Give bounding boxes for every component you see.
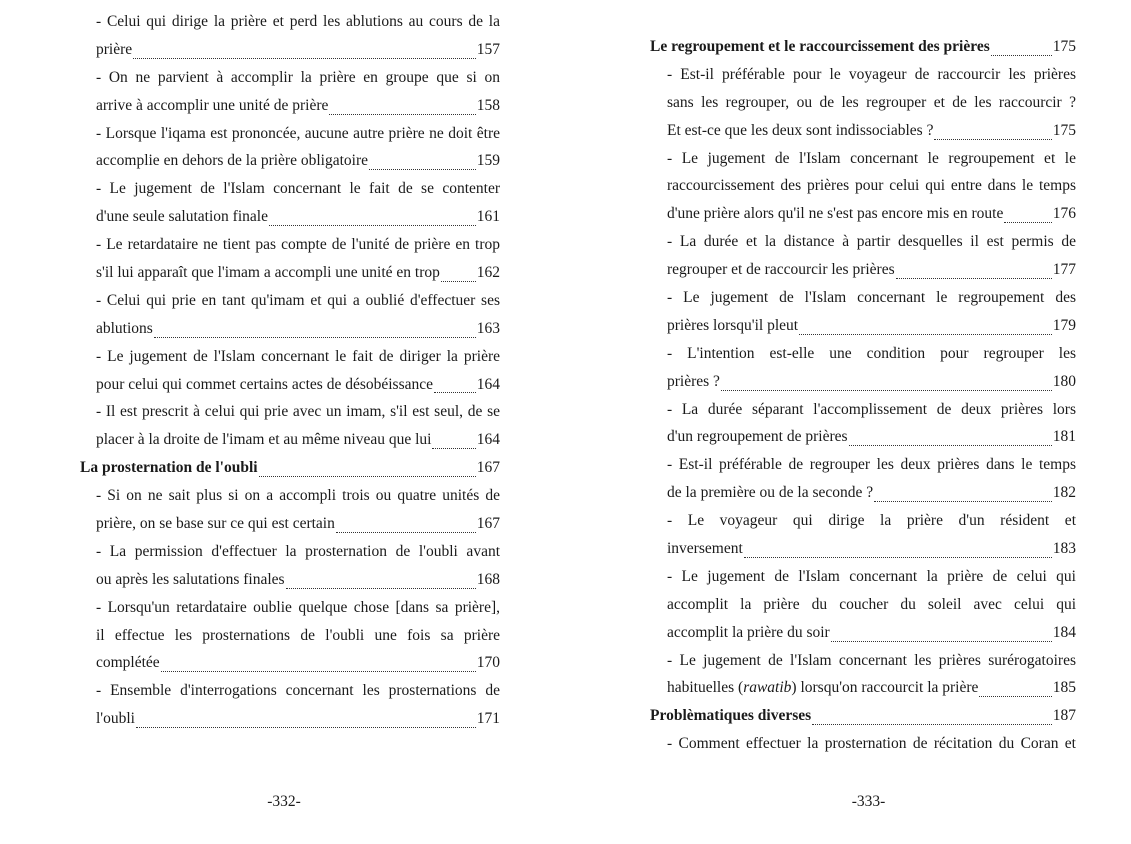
toc-page-ref: 167	[476, 459, 500, 477]
dot-leader	[136, 727, 476, 728]
toc-entry	[96, 482, 500, 538]
toc-line	[96, 343, 500, 371]
toc-line-text: raccourcissement des prières pour celui qui entre dans le temps	[667, 177, 1076, 195]
toc-line	[667, 256, 1076, 284]
toc-line	[96, 677, 500, 705]
toc-line-text: ou après les salutations finales	[96, 570, 285, 588]
toc-line-text: - On ne parvient à accomplir la prière en groupe que si on	[96, 68, 500, 86]
page-number: -333-	[851, 793, 886, 810]
dot-leader	[434, 392, 476, 393]
dot-leader	[991, 55, 1052, 56]
toc-page-ref: 176	[1052, 205, 1076, 223]
toc-page-ref: 182	[1052, 484, 1076, 502]
toc-page-ref: 187	[1052, 707, 1076, 725]
toc-page-ref: 167	[476, 515, 500, 533]
toc-line-text: - Le jugement de l'Islam concernant le fait de se contenter	[96, 180, 500, 198]
toc-line	[96, 705, 500, 733]
toc-line-text: - Lorsque l'iqama est prononcée, aucune autre prière ne doit être	[96, 124, 500, 142]
toc-line-text: - Celui qui dirige la prière et perd les ablutions au cours de la	[96, 13, 500, 30]
toc-list	[80, 8, 500, 733]
toc-page-ref: 158	[476, 96, 500, 114]
toc-page-ref: 162	[476, 264, 500, 282]
toc-page-ref: 164	[476, 431, 500, 449]
toc-entry	[96, 231, 500, 287]
toc-page-ref: 181	[1052, 428, 1076, 446]
toc-entry	[667, 647, 1076, 703]
page-number: -332-	[267, 793, 301, 810]
dot-leader	[269, 225, 476, 226]
toc-line	[667, 368, 1076, 396]
toc-line-text: prière, on se base sur ce qui est certain	[96, 515, 335, 533]
toc-line	[96, 426, 500, 454]
toc-line-text: ablutions	[96, 319, 153, 337]
toc-line-text: - Le jugement de l'Islam concernant le fait de diriger la prière	[96, 347, 500, 365]
toc-line-text: d'un regroupement de prières	[667, 428, 848, 446]
toc-line	[667, 340, 1076, 368]
toc-line-text: accomplit la prière du soir	[667, 623, 830, 641]
toc-entry	[667, 61, 1076, 145]
toc-line	[96, 566, 500, 594]
toc-line-text: arrive à accomplir une unité de prière	[96, 96, 329, 114]
toc-entry	[667, 563, 1076, 647]
toc-page-ref: 185	[1052, 679, 1076, 697]
toc-line	[667, 563, 1076, 591]
toc-line	[96, 64, 500, 92]
toc-line	[667, 674, 1076, 702]
toc-page-ref: 161	[476, 208, 500, 226]
dot-leader	[441, 281, 476, 282]
toc-line-text: prière	[96, 40, 133, 58]
toc-line-text: complétée	[96, 654, 160, 672]
toc-line-text: Le regroupement et le raccourcissement des prières	[650, 38, 990, 55]
dot-leader	[369, 169, 476, 170]
dot-leader	[336, 532, 476, 533]
toc-line	[667, 145, 1076, 173]
toc-line	[96, 482, 500, 510]
toc-line-text: - La durée séparant l'accomplissement de deux prières lors	[667, 400, 1076, 418]
dot-leader	[849, 445, 1052, 446]
dot-leader	[154, 337, 476, 338]
toc-entry	[667, 228, 1076, 284]
toc-entry	[96, 287, 500, 343]
toc-line-text: - Le jugement de l'Islam concernant les prières surérogatoires	[667, 651, 1076, 669]
toc-line-text: d'une prière alors qu'il ne s'est pas encore mis en route	[667, 205, 1004, 223]
toc-line	[667, 61, 1076, 89]
toc-line-text: Et est-ce que les deux sont indissociables ?	[667, 121, 934, 139]
toc-line-text: prières lorsqu'il pleut	[667, 316, 799, 334]
toc-line-text: - Lorsqu'un retardataire oublie quelque chose [dans sa prière],	[96, 598, 500, 616]
left-page	[80, 0, 500, 844]
dot-leader	[799, 334, 1052, 335]
toc-line-text: l'oubli	[96, 710, 135, 728]
toc-line	[96, 398, 500, 426]
toc-entry	[96, 175, 500, 231]
toc-line-text: - Est-il préférable de regrouper les deux prières dans le temps	[667, 456, 1076, 474]
toc-entry	[667, 396, 1076, 452]
toc-line-text: habituelles (rawatib) lorsqu'on raccourcit la prière	[667, 679, 979, 697]
toc-page-ref: 183	[1052, 540, 1076, 558]
toc-line-text: - Le jugement de l'Islam concernant la prière de celui qui	[667, 567, 1076, 585]
toc-entry	[96, 120, 500, 176]
toc-page-ref: 170	[476, 654, 500, 672]
toc-line-text: pour celui qui commet certains actes de désobéissance	[96, 375, 433, 393]
toc-entry	[96, 343, 500, 399]
toc-line-text: inversement	[667, 540, 743, 558]
toc-line	[667, 507, 1076, 535]
toc-page-ref: 179	[1052, 316, 1076, 334]
toc-line	[96, 538, 500, 566]
toc-line	[80, 454, 500, 482]
toc-line	[667, 284, 1076, 312]
toc-line	[667, 228, 1076, 256]
toc-entry	[96, 677, 500, 733]
dot-leader	[831, 641, 1052, 642]
toc-line-text: - Comment effectuer la prosternation de récitation du Coran et	[667, 735, 1076, 753]
toc-line	[96, 287, 500, 315]
toc-line	[96, 231, 500, 259]
toc-line-text: s'il lui apparaît que l'imam a accompli une unité en trop	[96, 264, 440, 282]
toc-page-ref: 175	[1052, 121, 1076, 139]
toc-line-text: - Le jugement de l'Islam concernant le regroupement et le	[667, 149, 1076, 167]
toc-line	[96, 92, 500, 120]
toc-line-text: - Si on ne sait plus si on a accompli trois ou quatre unités de	[96, 487, 500, 505]
toc-page-ref: 184	[1052, 623, 1076, 641]
toc-line-text: placer à la droite de l'imam et au même niveau que lui	[96, 431, 432, 449]
toc-entry	[667, 340, 1076, 396]
toc-line	[667, 619, 1076, 647]
toc-line	[96, 259, 500, 287]
toc-line-text: il effectue les prosternations de l'oubli une fois sa prière	[96, 626, 500, 644]
toc-line-text: - Il est prescrit à celui qui prie avec un imam, s'il est seul, de se	[96, 403, 500, 421]
toc-line	[96, 36, 500, 64]
toc-line-text: d'une seule salutation finale	[96, 208, 268, 226]
toc-line	[667, 89, 1076, 117]
toc-entry	[667, 451, 1076, 507]
dot-leader	[259, 476, 476, 477]
toc-line-text: de la première ou de la seconde ?	[667, 484, 874, 502]
toc-line-text: - Ensemble d'interrogations concernant les prosternations de	[96, 682, 500, 700]
toc-line-text: - Est-il préférable pour le voyageur de raccourcir les prières	[667, 65, 1076, 83]
toc-line	[667, 117, 1076, 145]
toc-entry	[667, 507, 1076, 563]
dot-leader	[812, 724, 1052, 725]
toc-entry	[667, 730, 1076, 758]
toc-page-ref: 175	[1052, 38, 1076, 55]
dot-leader	[329, 114, 475, 115]
toc-page-ref: 168	[476, 570, 500, 588]
toc-page-ref: 159	[476, 152, 500, 170]
toc-line-text: La prosternation de l'oubli	[80, 459, 258, 477]
toc-line	[96, 203, 500, 231]
toc-line	[650, 33, 1076, 61]
toc-entry	[667, 284, 1076, 340]
toc-list	[650, 33, 1076, 758]
toc-section-heading	[80, 454, 500, 482]
toc-line	[96, 594, 500, 622]
toc-entry	[96, 8, 500, 64]
toc-entry	[96, 64, 500, 120]
toc-line	[96, 120, 500, 148]
toc-page-ref: 180	[1052, 372, 1076, 390]
toc-line	[667, 730, 1076, 758]
dot-leader	[896, 278, 1052, 279]
toc-line	[667, 647, 1076, 675]
toc-line-text: Problèmatiques diverses	[650, 707, 812, 725]
toc-line	[667, 312, 1076, 340]
toc-line-text: - Le retardataire ne tient pas compte de l'unité de prière en trop	[96, 236, 500, 254]
toc-page-ref: 157	[476, 40, 500, 58]
toc-line	[667, 591, 1076, 619]
toc-entry	[96, 398, 500, 454]
dot-leader	[874, 501, 1052, 502]
toc-line-text: - Le jugement de l'Islam concernant le regroupement des	[667, 289, 1076, 307]
toc-line	[96, 649, 500, 677]
toc-section-heading	[650, 702, 1076, 730]
toc-line-text: accomplit la prière du coucher du soleil avec celui qui	[667, 595, 1076, 613]
dot-leader	[432, 448, 475, 449]
toc-line-text: - Celui qui prie en tant qu'imam et qui a oublié d'effectuer ses	[96, 291, 500, 309]
toc-page-ref: 163	[476, 319, 500, 337]
toc-line	[667, 451, 1076, 479]
toc-line	[96, 510, 500, 538]
toc-line-text: regrouper et de raccourcir les prières	[667, 261, 895, 279]
toc-line-text: - La durée et la distance à partir desquelles il est permis de	[667, 233, 1076, 251]
toc-line	[96, 622, 500, 650]
toc-line-text: accomplie en dehors de la prière obligatoire	[96, 152, 368, 170]
dot-leader	[934, 139, 1051, 140]
toc-line	[96, 8, 500, 36]
toc-line-text: sans les regrouper, ou de les regrouper et de les raccourcir ?	[667, 93, 1076, 111]
toc-line-text: - Le voyageur qui dirige la prière d'un résident et	[667, 512, 1076, 530]
toc-page-ref: 177	[1052, 261, 1076, 279]
dot-leader	[1004, 222, 1051, 223]
toc-entry	[667, 145, 1076, 229]
italic-term: rawatib	[743, 679, 792, 697]
toc-line	[667, 396, 1076, 424]
toc-line	[667, 172, 1076, 200]
toc-line	[667, 535, 1076, 563]
toc-line	[667, 423, 1076, 451]
toc-line	[96, 147, 500, 175]
toc-page-ref: 164	[476, 375, 500, 393]
toc-page-ref: 171	[476, 710, 500, 728]
right-page	[650, 0, 1076, 844]
toc-line-text: prières ?	[667, 372, 720, 390]
dot-leader	[161, 671, 476, 672]
toc-line	[96, 175, 500, 203]
dot-leader	[979, 696, 1051, 697]
toc-line	[667, 200, 1076, 228]
toc-section-heading	[650, 33, 1076, 61]
toc-line-text: - La permission d'effectuer la prosternation de l'oubli avant	[96, 542, 500, 560]
toc-line	[96, 315, 500, 343]
toc-line-text: - L'intention est-elle une condition pour regrouper les	[667, 344, 1076, 362]
dot-leader	[744, 557, 1052, 558]
toc-entry	[96, 538, 500, 594]
dot-leader	[286, 588, 476, 589]
dot-leader	[133, 58, 476, 59]
toc-line	[96, 371, 500, 399]
toc-entry	[96, 594, 500, 678]
dot-leader	[721, 390, 1052, 391]
toc-line	[667, 479, 1076, 507]
toc-line	[650, 702, 1076, 730]
